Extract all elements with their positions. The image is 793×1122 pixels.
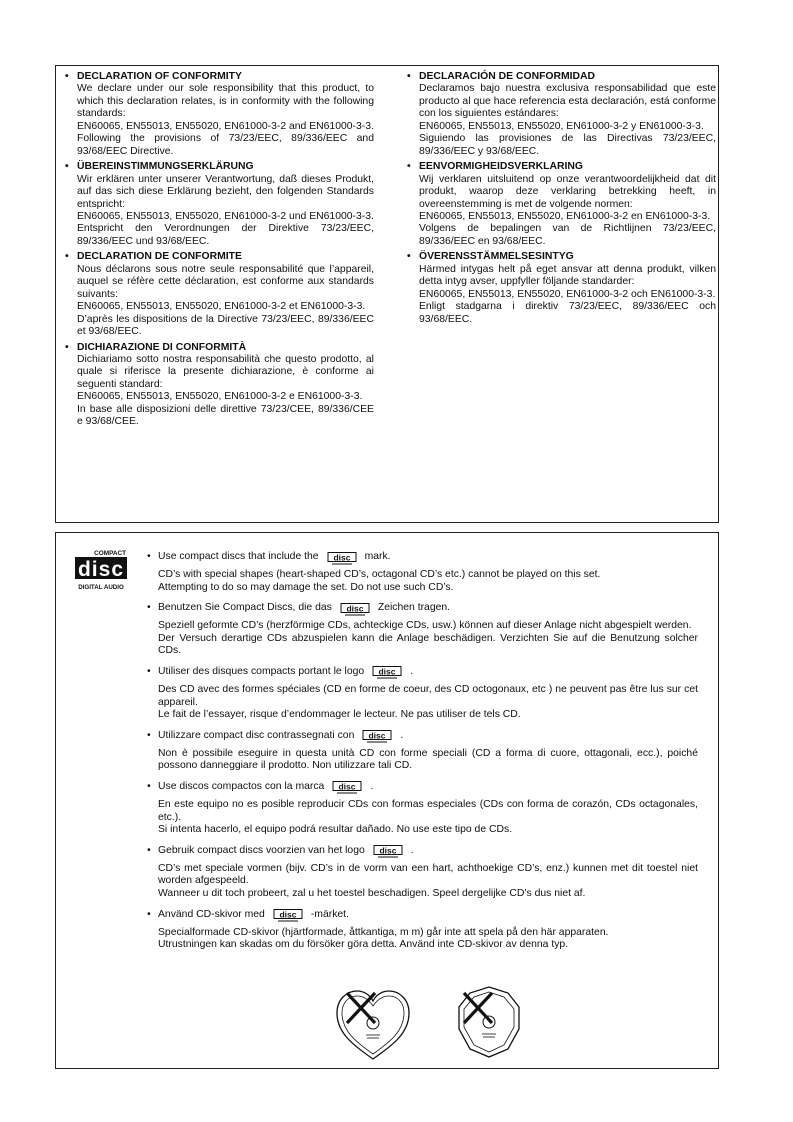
cd-note-lead-end: Zeichen tragen. [377,602,451,614]
compact-disc-mark-icon [327,550,357,566]
declaration-heading: ÖVERENSSTÄMMELSESINTYG [419,251,574,263]
declaration-es [406,71,716,158]
cd-note-body: Speziell geformte CD’s (herzförmige CDs, achteckige CDs, usw.) können auf dieser Anlage nicht abgespielt werden. Der Versuch derartige CDs abzuspielen kann die Anlage beschädigen. Verzichten Sie auf die Benutzung solcher CDs. [158,620,698,657]
logo-disc-text: disc [77,558,125,581]
declaration-of-conformity-box [55,65,719,523]
mini-logo-text: disc [346,602,364,613]
declaration-body: Härmed intygas helt på eget ansvar att denna produkt, vilken detta intyg avser, uppfyller följande standarder: EN60065, EN55013, EN55020, EN61000-3-2 och EN61000-3-3. Enligt stadgarna i direktiv 73/23/EEC, 89/336/EEC och 93/68/EEC. [419,263,716,325]
logo-compact-text: COMPACT [94,550,126,557]
cd-note-lead: Använd CD-skivor med [158,908,265,920]
cd-note-en [146,549,698,594]
bullet: • [147,780,151,792]
declaration-heading: DECLARACIÓN DE CONFORMIDAD [419,71,596,82]
declaration-heading: DECLARATION DE CONFORMITE [77,251,242,263]
cd-notes-list [146,549,698,958]
bullet: • [65,251,69,263]
bullet: • [147,908,151,920]
bullet: • [65,71,69,82]
cd-note-lead-end: . [400,729,404,741]
compact-disc-mark-icon [373,843,403,859]
cd-note-lead: Utiliser des disques compacts portant le logo [158,666,365,678]
compact-disc-notes-box [55,532,719,1069]
declaration-heading: EENVORMIGHEIDSVERKLARING [419,161,583,173]
declarations-left-column [64,71,374,432]
cd-note-lead-end: mark. [364,551,391,563]
cd-note-body: CD’s with special shapes (heart-shaped CD’s, octagonal CD’s etc.) cannot be played on this set. Attempting to do so may damage the set. Do not use such CD’s. [158,569,601,593]
bullet: • [147,665,151,677]
cd-note-body: CD’s met speciale vormen (bijv. CD’s in de vorm van een hart, achthoekige CD’s, enz.) kunnen met dit toestel niet worden afgespeeld. Wanneer u dit toch probeert, zal u het toestel beschadigen. Speel dergelijke CD’s dus niet af. [158,862,698,899]
cd-note-lead-end: . [410,844,414,856]
bullet: • [147,844,151,856]
mini-logo-text: disc [279,909,297,920]
octagonal-cd-icon [459,987,519,1057]
cd-note-de [146,600,698,658]
cd-note-es [146,779,698,837]
mini-logo-text: disc [368,730,386,741]
declaration-body: Wij verklaren uitsluitend op onze verantwoordelijkheid dat dit produkt, waarop deze verklaring betrekking heeft, in overeenstemming is met de volgende normen: EN60065, EN55013, EN55020, EN61000-3-2 en EN61000-3-3. Volgens de bepalingen van de Richtlijnen 73/23/EEC, 89/336/EEC en 93/68/EEC. [419,173,716,247]
compact-disc-mark-icon [362,728,392,744]
mini-logo-text: disc [333,551,351,562]
cd-note-lead: Use compact discs that include the [158,551,319,563]
mini-logo-text: disc [379,845,397,856]
declaration-body: Declaramos bajo nuestra exclusiva responsabilidad que este producto al que hace referencia esta declaración, está conforme con los siguientes estándares: EN60065, EN55013, EN55020, EN61000-3-2 y EN61000-3-3. Siguiendo las provisiones de las Directivas 73/23/EEC, 89/336/EEC y 93/68/EEC. [419,83,716,157]
compact-disc-mark-icon [273,907,303,923]
cd-note-lead: Gebruik compact discs voorzien van het logo [158,844,365,856]
bullet: • [147,551,151,562]
heart-shaped-cd-icon [337,991,409,1059]
declaration-heading: DICHIARAZIONE DI CONFORMITÀ [77,341,247,353]
cd-note-lead: Utilizzare compact disc contrassegnati con [158,729,355,741]
bullet: • [407,161,411,173]
declaration-it [64,342,374,429]
mini-logo-text: disc [378,666,396,677]
special-shape-cd-illustration [333,983,543,1063]
bullet: • [407,251,411,263]
declaration-de [64,161,374,248]
declaration-nl [406,161,716,248]
declaration-body: Dichiariamo sotto nostra responsabilità che questo prodotto, al quale si riferisce la presente dichiarazione, è conforme ai seguenti standard: EN60065, EN55013, EN55020, EN61000-3-2 e EN61000-3-3. In base alle disposizioni delle direttive 73/23/CEE, 89/336/CEE e 93/68/CEE. [77,353,374,428]
bullet: • [65,341,69,353]
declaration-body: Nous déclarons sous notre seule responsabilité que l’appareil, auquel se réfère cette déclaration, est conforme aux standards suivants: EN60065, EN55013, EN55020, EN61000-3-2 et EN61000-3-3. D’après les dispositions de la Directive 73/23/EEC, 89/336/EEC et 93/68/EEC. [77,263,374,338]
cd-note-sv [146,907,698,952]
compact-disc-mark-icon [372,664,402,680]
bullet: • [147,602,151,614]
declaration-body: Wir erklären unter unserer Verantwortung, daß dieses Produkt, auf das sich diese Erklärung bezieht, den folgenden Standards entspricht: EN60065, EN55013, EN55020, EN61000-3-2 und EN61000-3-3. Entspricht den Verordnungen der Direktive 73/23/EEC, 89/336/EEC und 93/68/EEC. [77,173,374,247]
cd-note-nl [146,843,698,901]
compact-disc-mark-icon [332,779,362,795]
bullet: • [407,71,411,82]
cd-note-fr [146,664,698,722]
cd-note-lead-end: . [370,781,374,793]
cd-note-body: Non è possibile eseguire in questa unità CD con forme speciali (CD a forma di cuore, ottagonali, ecc.), poiché possono danneggiare il prodotto. Non utilizzare tali CD. [158,747,698,772]
compact-disc-logo-icon [73,549,129,593]
cd-note-body: En este equipo no es posible reproducir CDs con formas especiales (CDs con forma de corazón, CDs octagonales, etc.). Si intenta hacerlo, el equipo podrá resultar dañado. No use este tipo de CDs. [158,798,698,836]
declaration-body: We declare under our sole responsibility that this product, to which this declaration relates, is in conformity with the following standards: EN60065, EN55013, EN55020, EN61000-3-2 and EN61000-3-3. Following the provisions of 73/23/EEC, 89/336/EEC and 93/68/EEC Directive. [77,83,374,157]
compact-disc-mark-icon [340,601,370,617]
cd-note-lead-end: . [410,666,414,678]
declarations-right-column [406,71,716,329]
cd-note-body: Specialformade CD-skivor (hjärtformade, åttkantiga, m m) går inte att spela på den här apparaten. Utrustningen kan skadas om du försöker göra detta. Använd inte CD-skivor av denna typ. [158,926,609,951]
declaration-fr [64,251,374,338]
bullet: • [147,729,151,741]
declaration-sv [406,251,716,326]
declaration-heading: DECLARATION OF CONFORMITY [77,71,242,82]
cd-note-it [146,728,698,773]
declaration-en [64,71,374,158]
cd-note-lead: Use discos compactos con la marca [158,781,325,793]
cd-note-lead-end: -märket. [310,908,349,920]
declaration-heading: ÜBEREINSTIMMUNGSERKLÄRUNG [77,161,254,173]
mini-logo-text: disc [338,781,356,792]
bullet: • [65,161,69,173]
cd-note-body: Des CD avec des formes spéciales (CD en forme de coeur, des CD octogonaux, etc ) ne peuvent pas être lus sur cet appareil. Le fait de l’essayer, risque d’endommager le lecteur. Ne pas utiliser de tels CD. [158,683,698,721]
cd-note-lead: Benutzen Sie Compact Discs, die das [158,602,332,614]
logo-digital-audio-text: DIGITAL AUDIO [78,584,124,591]
